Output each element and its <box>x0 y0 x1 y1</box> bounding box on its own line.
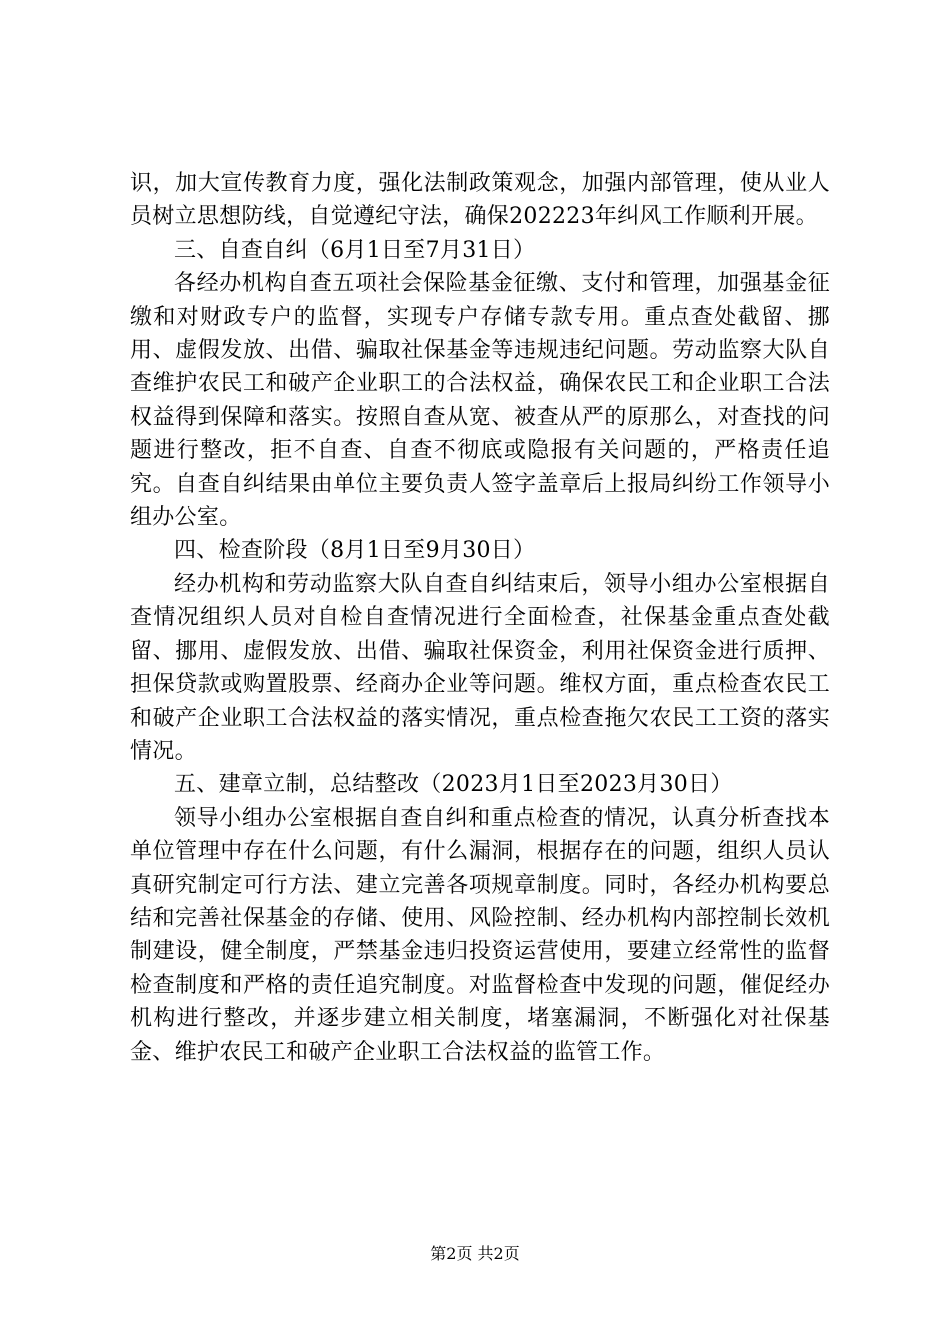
page-number-label: 第2页 共2页 <box>430 1244 520 1263</box>
paragraph-inspection-phase: 经办机构和劳动监察大队自查自纠结束后，领导小组办公室根据自查情况组织人员对自检自查情况进行全面检查，社保基金重点查处截留、挪用、虚假发放、出借、骗取社保资金，利用社保资金进行质押、担保贷款或购置股票、经商办企业等问题。维权方面，重点检查农民工和破产企业职工合法权益的落实情况，重点检查拖欠农民工工资的落实情况。 <box>130 571 830 764</box>
paragraph-self-inspection: 各经办机构自查五项社会保险基金征缴、支付和管理，加强基金征缴和对财政专户的监督，实现专户存储专款专用。重点查处截留、挪用、虚假发放、出借、骗取社保基金等违规违纪问题。劳动监察大队自查维护农民工和破产企业职工的合法权益，确保农民工和企业职工合法权益得到保障和落实。按照自查从宽、被查从严的原那么，对查找的问题进行整改，拒不自查、自查不彻底或隐报有关问题的，严格责任追究。自查自纠结果由单位主要负责人签字盖章后上报局纠纷工作领导小组办公室。 <box>130 271 830 531</box>
section-heading-self-inspection: 三、自查自纠（6月1日至7月31日） <box>174 237 536 263</box>
section-heading-inspection-phase: 四、检查阶段（8月1日至9月30日） <box>174 538 536 564</box>
page-footer <box>0 1244 950 1264</box>
document-body <box>130 167 830 1069</box>
section-heading-rectification: 五、建章立制，总结整改（2023月1日至2023月30日） <box>174 772 733 798</box>
paragraph-continuation: 识，加大宣传教育力度，强化法制政策观念，加强内部管理，使从业人员树立思想防线，自觉遵纪守法，确保202223年纠风工作顺利开展。 <box>130 171 830 230</box>
paragraph-rectification: 领导小组办公室根据自查自纠和重点检查的情况，认真分析查找本单位管理中存在什么问题，有什么漏洞，根据存在的问题，组织人员认真研究制定可行方法、建立完善各项规章制度。同时，各经办机构要总结和完善社保基金的存储、使用、风险控制、经办机构内部控制长效机制建设，健全制度，严禁基金违归投资运营使用，要建立经常性的监督检查制度和严格的责任追究制度。对监督检查中发现的问题，催促经办机构进行整改，并逐步建立相关制度，堵塞漏洞，不断强化对社保基金、维护农民工和破产企业职工合法权益的监管工作。 <box>130 805 830 1065</box>
